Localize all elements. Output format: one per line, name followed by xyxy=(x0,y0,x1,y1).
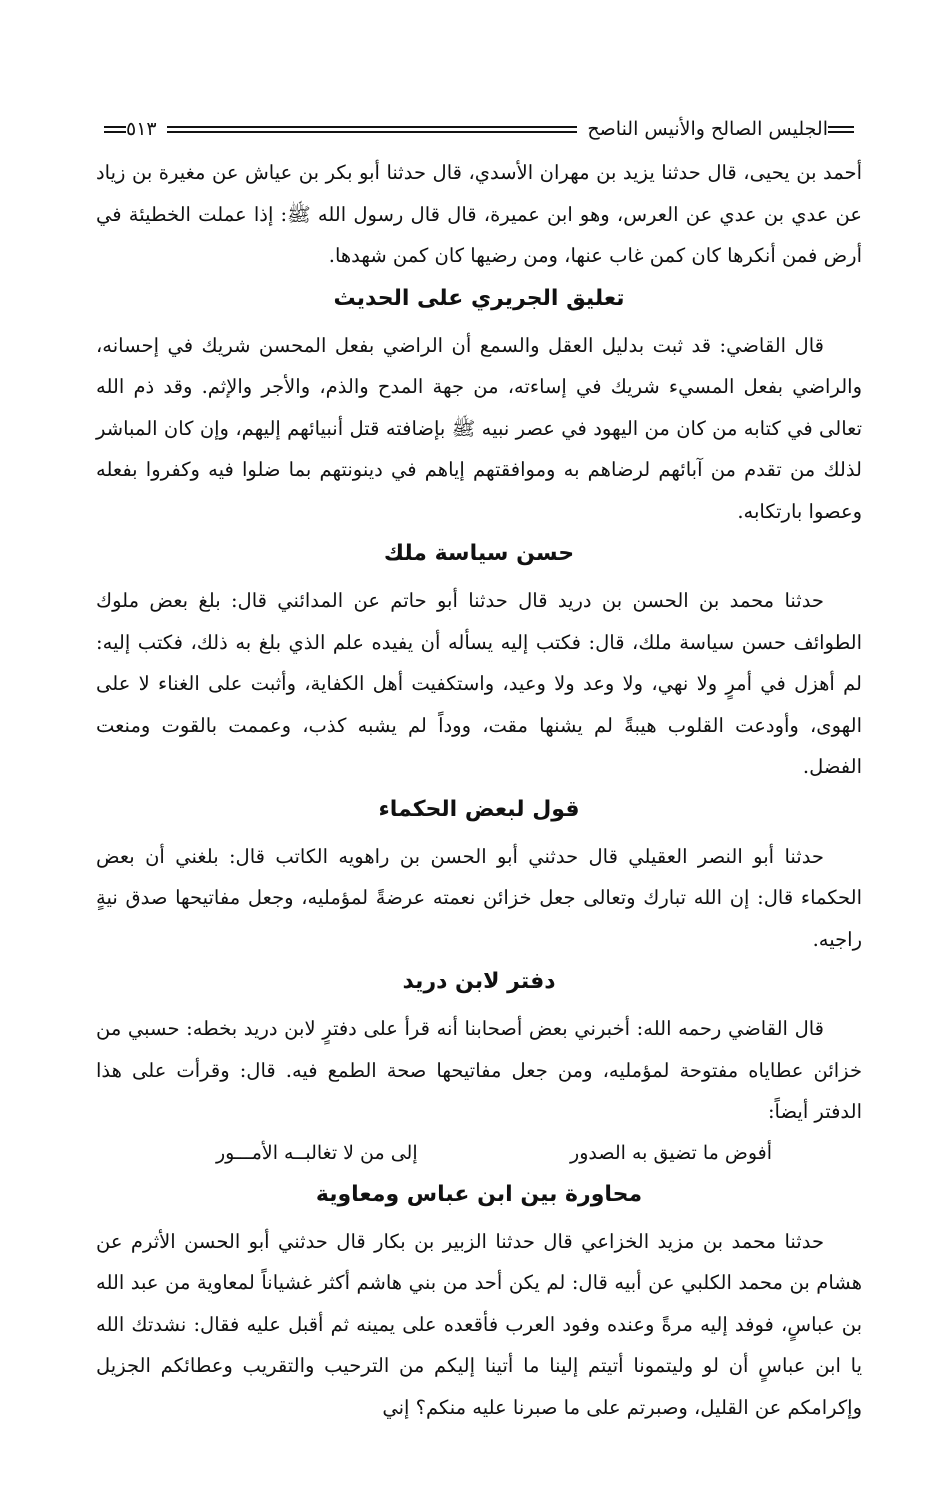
header-rule-left xyxy=(104,126,126,133)
running-header xyxy=(96,112,862,146)
paragraph: حدثنا أبو النصر العقيلي قال حدثني أبو الحسن بن راهويه الكاتب قال: بلغني أن بعض الحكماء قال: إن الله تبارك وتعالى جعل خزائن نعمته عرضةً لمؤمليه، وجعل مفاتيحها صدق نيةٍ راجيه. xyxy=(96,844,862,951)
section-heading: قول لبعض الحكماء xyxy=(378,796,580,822)
section-heading: تعليق الجريري على الحديث xyxy=(333,285,625,311)
verse-first-hemistich: أفوض ما تضيق به الصدور xyxy=(570,1141,772,1164)
header-rule-long xyxy=(167,126,578,133)
paragraph: قال القاضي رحمه الله: أخبرني بعض أصحابنا أنه قرأ على دفترٍ لابن دريد بخطه: حسبي من خزائن عطاياه مفتوحة لمؤمليه، ومن جعل مفاتيحها صحة الطمع فيه. قال: وقرأت على هذا الدفتر أيضاً: xyxy=(96,1017,862,1123)
page-number: ٥١٣ xyxy=(126,118,157,140)
paragraph: حدثنا محمد بن الحسن بن دريد قال حدثنا أبو حاتم عن المدائني قال: بلغ بعض ملوك الطوائف حسن سياسة ملك، قال: فكتب إليه يسأله أن يفيده علم الذي بلغ به ذلك، فكتب إليه: لم أهزل في أمرٍ ولا نهي، ولا وعد ولا وعيد، واستكفيت أهل الكفاية، وأثبت على الغناء لا على الهوى، وأودعت القلوب هيبةً لم يشنها مقت، ووداً لم يشبه كذب، وعممت بالقوت ومنعت الفضل. xyxy=(96,589,862,778)
verse-second-hemistich: إلى من لا تغالبــه الأمـــور xyxy=(216,1141,418,1164)
section-heading: حسن سياسة ملك xyxy=(383,541,575,566)
paragraph: قال القاضي: قد ثبت بدليل العقل والسمع أن الراضي بفعل المحسن شريك في إحسانه، والراضي بفعل المسيء شريك في إساءته، من جهة المدح والذم، والأجر والإثم. وقد ذم الله تعالى في كتابه من كان من اليهود في عصر نبيه ﷺ بإضافته قتل أنبيائهم إليهم، وإن كان المباشر لذلك من تقدم من آبائهم لرضاهم به وموافقتهم إياهم في دينونتهم بما ضلوا فيه وكفروا بفعله وعصوا بارتكابه. xyxy=(96,333,862,523)
section-heading: محاورة بين ابن عباس ومعاوية xyxy=(315,1181,643,1207)
header-rule-right xyxy=(828,126,854,133)
book-title: الجليس الصالح والأنيس الناصح xyxy=(587,118,828,140)
section-heading: دفتر لابن دريد xyxy=(402,969,556,994)
poem-verse xyxy=(96,1133,862,1173)
paragraph: أحمد بن يحيى، قال حدثنا يزيد بن مهران الأسدي، قال حدثنا أبو بكر بن عياش عن مغيرة بن زياد عن عدي بن عدي عن العرس، وهو ابن عميرة، قال قال رسول الله ﷺ: إذا عملت الخطيئة في أرض فمن أنكرها كان كمن غاب عنها، ومن رضيها كان كمن شهدها. xyxy=(96,161,862,267)
paragraph: حدثنا محمد بن مزيد الخزاعي قال حدثنا الزبير بن بكار قال حدثني أبو الحسن الأثرم عن هشام بن محمد الكلبي عن أبيه قال: لم يكن أحد من بني هاشم أكثر غشياناً لمعاوية من عبد الله بن عباسٍ، فوفد إليه مرةً وعنده وفود العرب فأقعده على يمينه ثم أقبل عليه فقال: نشدتك الله يا ابن عباسٍ أن لو وليتمونا أتيتم إلينا ما أتينا إليكم من الترحيب والتقريب وعطائكم الجزيل وإكرامكم عن القليل، وصبرتم على ما صبرنا عليه منكم؟ إني xyxy=(96,1229,862,1419)
